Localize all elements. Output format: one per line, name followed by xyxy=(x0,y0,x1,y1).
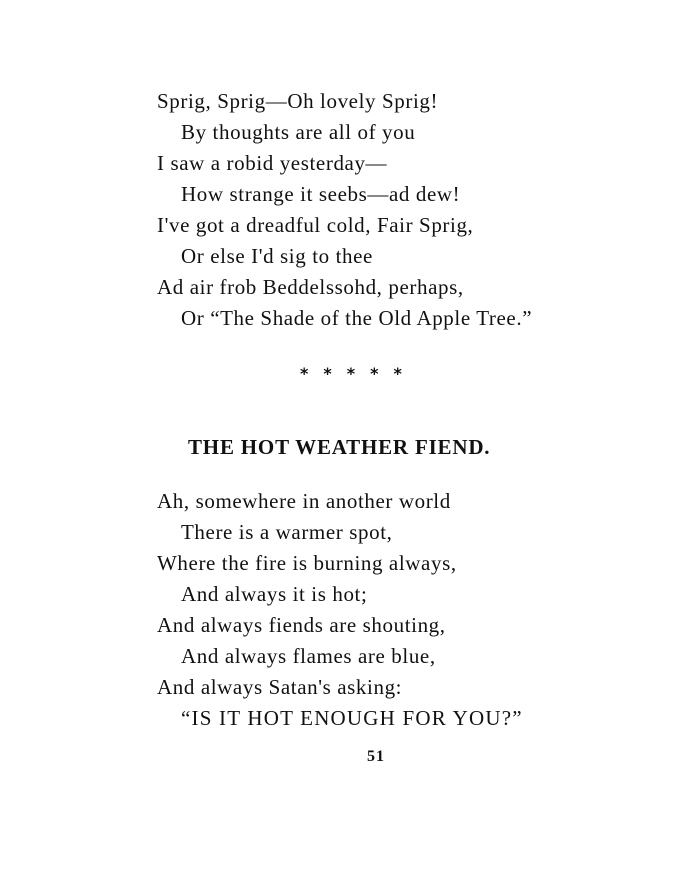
poem-line: I saw a robid yesterday— xyxy=(157,151,388,175)
poem-stanza-hot-weather xyxy=(157,486,657,734)
poem-stanza-spring xyxy=(157,86,657,334)
poem-line: Ah, somewhere in another world xyxy=(157,489,451,513)
poem-line: Where the fire is burning always, xyxy=(157,551,457,575)
poem-line: There is a warmer spot, xyxy=(181,520,393,544)
poem-line: And always fiends are shouting, xyxy=(157,613,446,637)
poem-line: And always it is hot; xyxy=(181,582,368,606)
page-number: 51 xyxy=(367,748,385,765)
section-separator: ***** xyxy=(300,364,417,383)
poem-line: I've got a dreadful cold, Fair Sprig, xyxy=(157,213,474,237)
poem-line: And always Satan's asking: xyxy=(157,675,403,699)
poem-title: THE HOT WEATHER FIEND. xyxy=(188,435,491,459)
poem-line: Sprig, Sprig—Oh lovely Sprig! xyxy=(157,89,439,113)
poem-line: How strange it seebs—ad dew! xyxy=(181,182,461,206)
poem-line: “IS IT HOT ENOUGH FOR YOU?” xyxy=(181,706,523,730)
poem-line: Ad air frob Beddelssohd, perhaps, xyxy=(157,275,464,299)
poem-line: By thoughts are all of you xyxy=(181,120,416,144)
poem-line: Or else I'd sig to thee xyxy=(181,244,373,268)
poem-line: And always flames are blue, xyxy=(181,644,436,668)
poem-line: Or “The Shade of the Old Apple Tree.” xyxy=(181,306,533,330)
